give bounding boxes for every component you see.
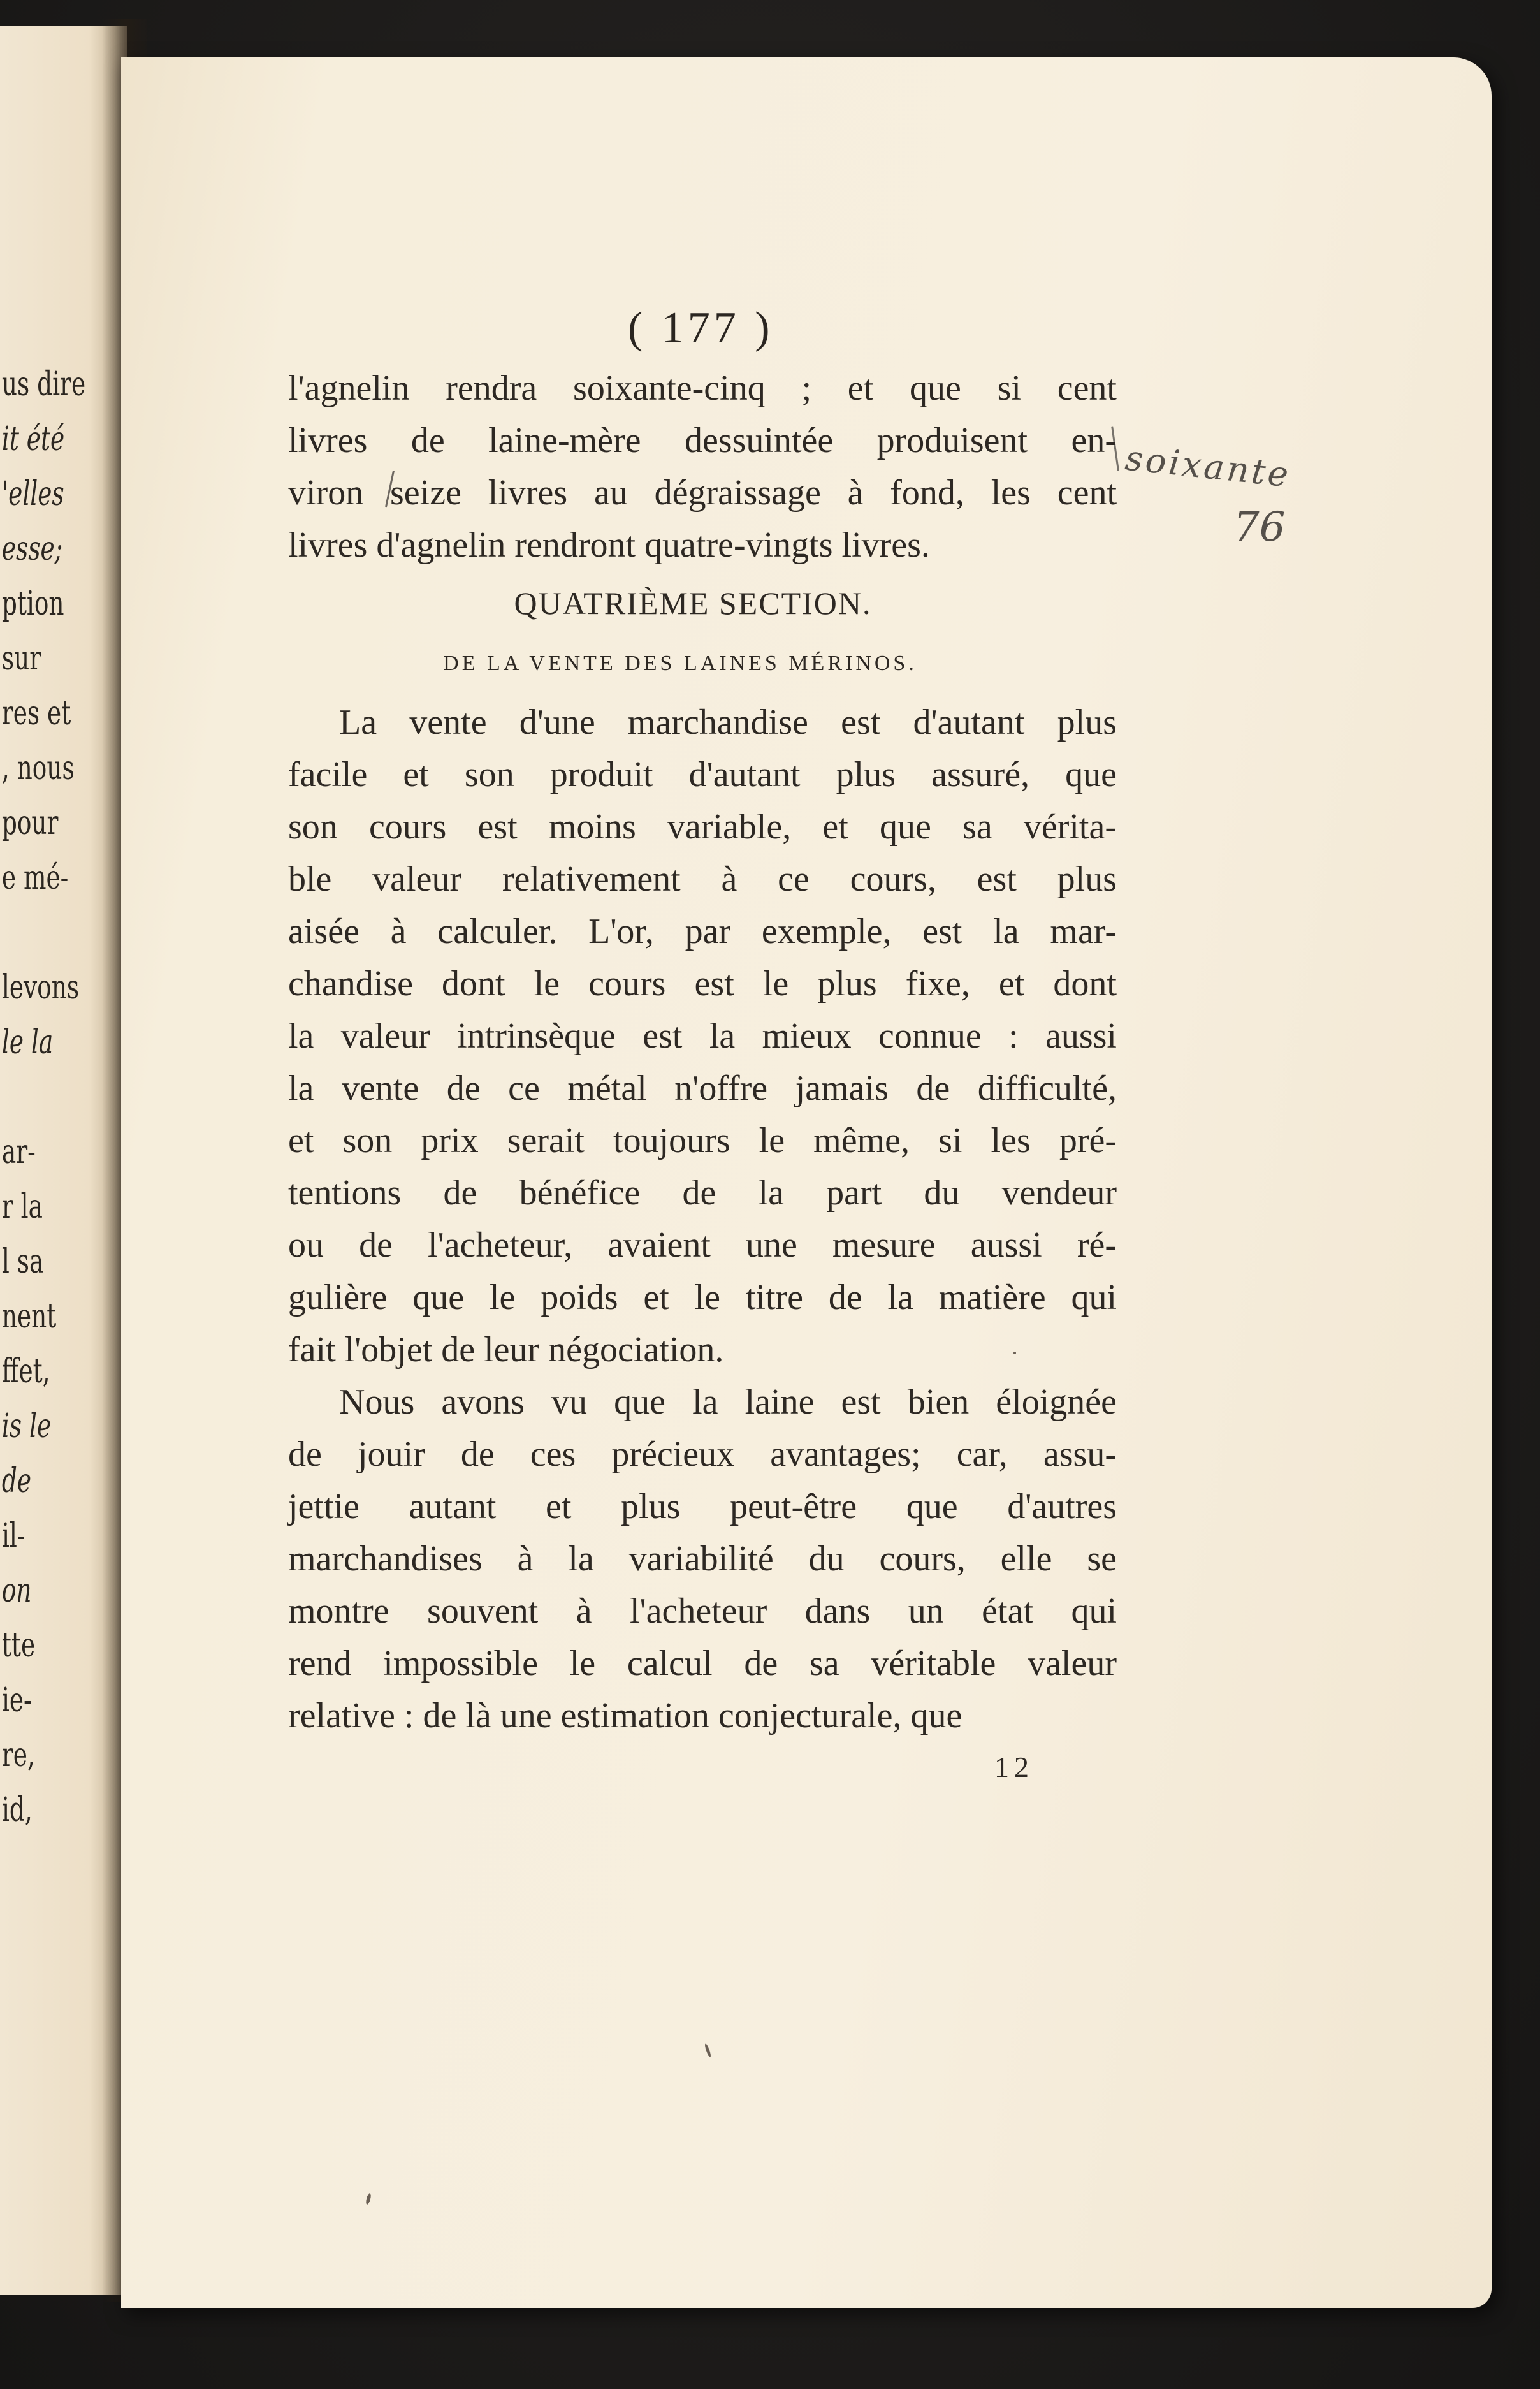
text-line: fait l'objet de leur négociation. (288, 1330, 724, 1370)
text-line: de jouir de ces précieux avantages; car, assu- (288, 1435, 1117, 1474)
left-page-line: de (1, 1462, 32, 1500)
text-line: la valeur intrinsèque est la mieux connue : aussi (288, 1016, 1117, 1056)
main-text-block (288, 362, 1117, 1742)
left-page-line: ar- (1, 1133, 36, 1171)
text-line: gulière que le poids et le titre de la matière qui (288, 1278, 1117, 1317)
left-page-line: le la (1, 1023, 54, 1062)
text-line: rend impossible le calcul de sa véritable valeur (288, 1644, 1117, 1683)
left-page-line: ffet, (1, 1352, 50, 1391)
left-page-line: us dire (1, 365, 86, 404)
left-page-line: e mé- (1, 859, 69, 897)
left-page-line: , nous (1, 749, 75, 787)
left-page-line: l sa (1, 1243, 44, 1281)
text-line: jettie autant et plus peut-être que d'autres (288, 1487, 1117, 1526)
text-line: l'agnelin rendra soixante-cinq ; et que si cent (288, 369, 1117, 408)
paragraph-continuation (288, 362, 1117, 571)
left-page-line: sur (1, 639, 41, 678)
text-line: La vente d'une marchandise est d'autant plus (339, 703, 1117, 742)
text-line: chandise dont le cours est le plus fixe, et dont (288, 964, 1117, 1004)
text-line: ble valeur relativement à ce cours, est plus (288, 859, 1117, 899)
left-page-line: pour (1, 804, 59, 842)
left-page-line: il- (1, 1517, 25, 1555)
paper-speck (1013, 1352, 1016, 1354)
signature-mark: 12 (994, 1751, 1034, 1783)
left-page-line: esse; (1, 530, 63, 568)
left-page-line: r la (1, 1188, 43, 1226)
text-line: son cours est moins variable, et que sa vérita- (288, 807, 1117, 847)
text-line: Nous avons vu que la laine est bien éloignée (339, 1382, 1117, 1422)
text-line: viron seize livres au dégraissage à fond, les cent (288, 473, 1117, 513)
text-line: livres d'agnelin rendront quatre-vingts livres. (288, 525, 930, 565)
left-page-line: nent (1, 1297, 57, 1336)
page-number: ( 177 ) (628, 303, 774, 353)
section-subtitle: DE LA VENTE DES LAINES MÉRINOS. (443, 652, 917, 675)
text-line: la vente de ce métal n'offre jamais de difficulté, (288, 1069, 1117, 1108)
paragraph-sale-of-goods (288, 696, 1117, 1376)
text-line: livres de laine-mère dessuintée produisent en- (288, 421, 1117, 460)
text-line: aisée à calculer. L'or, par exemple, est la mar- (288, 912, 1117, 951)
left-page-line: it été (1, 420, 65, 458)
text-line: facile et son produit d'autant plus assuré, que (288, 755, 1117, 794)
left-page-line (0, 905, 92, 960)
section-title: QUATRIÈME SECTION. (514, 585, 872, 621)
handwritten-margin-word: soixante (1123, 437, 1293, 495)
left-page-line (0, 1070, 92, 1125)
paragraph-wool-variability (288, 1376, 1117, 1742)
left-page-line: res et (1, 694, 71, 733)
text-line: marchandises à la variabilité du cours, elle se (288, 1539, 1117, 1579)
text-line: montre souvent à l'acheteur dans un état qui (288, 1591, 1117, 1631)
text-line: tentions de bénéfice de la part du vendeur (288, 1173, 1117, 1213)
left-page-line: 'elles (1, 475, 64, 513)
left-page-line: ption (1, 585, 64, 623)
left-page-line: is le (1, 1407, 52, 1445)
text-line: et son prix serait toujours le même, si les pré- (288, 1121, 1117, 1160)
left-page-line: id, (1, 1791, 33, 1829)
handwritten-margin-number: 76 (1233, 504, 1286, 551)
left-page-line: levons (1, 968, 80, 1007)
left-page-line: on (1, 1572, 32, 1610)
left-page-line: re, (1, 1736, 35, 1774)
text-line: relative : de là une estimation conjecturale, que (288, 1696, 962, 1735)
text-line: ou de l'acheteur, avaient une mesure aussi ré- (288, 1225, 1117, 1265)
left-page-line: tte (1, 1626, 36, 1665)
left-page-line: ie- (1, 1681, 32, 1720)
